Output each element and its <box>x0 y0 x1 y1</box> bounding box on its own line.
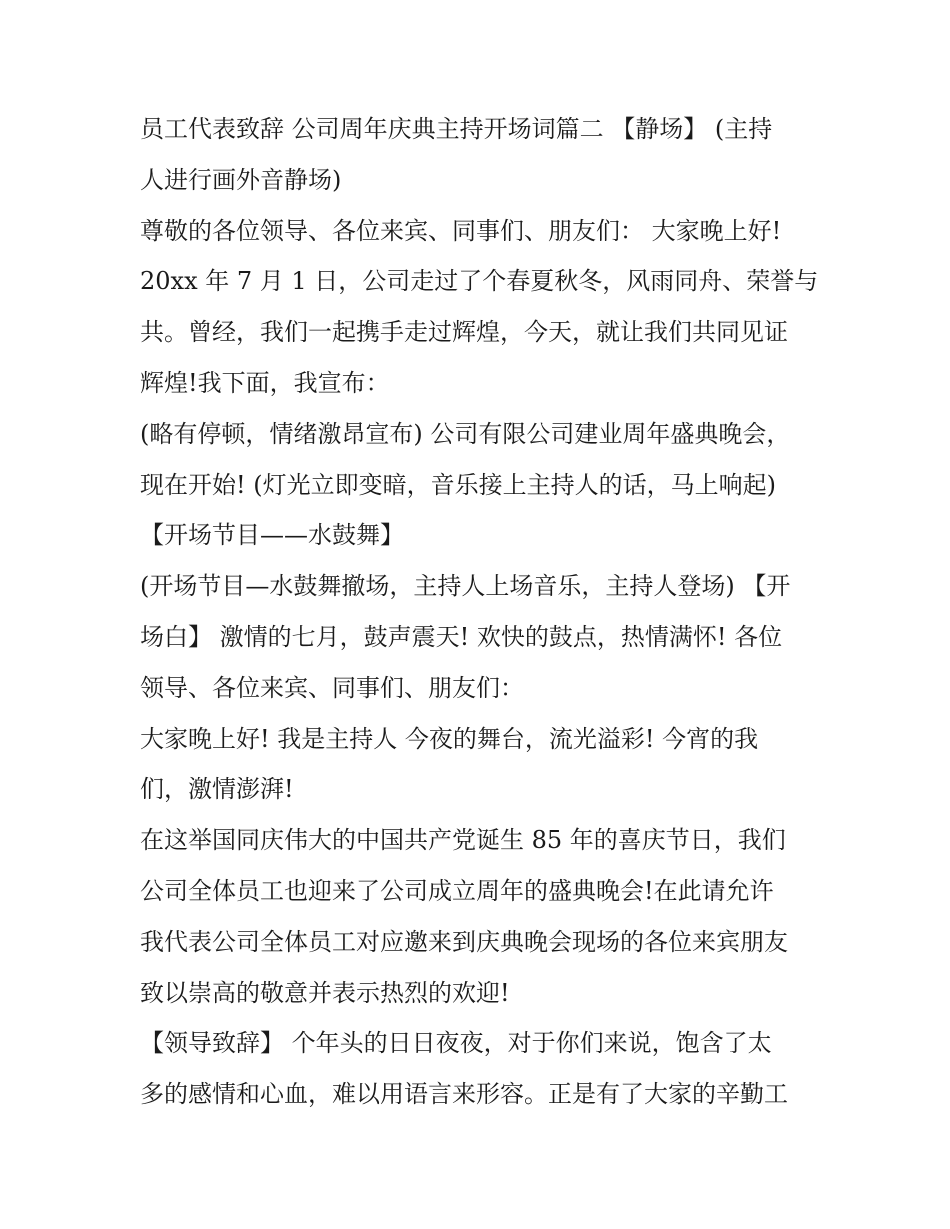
text-line-5: 共。曾经，我们一起携手走过辉煌，今天，就让我们共同见证 <box>140 318 788 347</box>
text-line-2: 人进行画外音静场) <box>140 165 342 194</box>
text-line-19: 【领导致辞】 个年头的日日夜夜，对于你们来说，饱含了太 <box>140 1029 772 1058</box>
text-line-3: 尊敬的各位领导、各位来宾、同事们、朋友们： 大家晚上好! <box>140 216 782 245</box>
text-line-16: 公司全体员工也迎来了公司成立周年的盛典晚会!在此请允许 <box>140 876 774 905</box>
text-line-17: 我代表公司全体员工对应邀来到庆典晚会现场的各位来宾朋友 <box>140 927 788 956</box>
document-body <box>140 104 830 1120</box>
text-line-8: 现在开始! (灯光立即变暗，音乐接上主持人的话，马上响起) <box>140 470 776 499</box>
text-line-15: 在这举国同庆伟大的中国共产党诞生 85 年的喜庆节日，我们 <box>140 826 786 855</box>
text-line-12: 领导、各位来宾、同事们、朋友们： <box>140 673 524 702</box>
text-line-10: (开场节目—水鼓舞撤场，主持人上场音乐，主持人登场) 【开 <box>140 572 791 601</box>
text-line-1: 员工代表致辞 公司周年庆典主持开场词篇二 【静场】 (主持 <box>140 115 773 143</box>
text-line-20: 多的感情和心血，难以用语言来形容。正是有了大家的辛勤工 <box>140 1080 788 1109</box>
text-line-13: 大家晚上好! 我是主持人 今夜的舞台，流光溢彩! 今宵的我 <box>140 724 759 753</box>
text-line-11: 场白】 激情的七月，鼓声震天! 欢快的鼓点，热情满怀! 各位 <box>140 622 783 651</box>
text-line-18: 致以崇高的敬意并表示热烈的欢迎! <box>140 978 510 1007</box>
text-line-6: 辉煌!我下面，我宣布： <box>140 368 390 397</box>
text-line-9: 【开场节目——水鼓舞】 <box>140 521 404 550</box>
text-line-4: 20xx 年 7 月 1 日，公司走过了个春夏秋冬，风雨同舟、荣誉与 <box>140 267 819 296</box>
text-line-7: (略有停顿，情绪激昂宣布) 公司有限公司建业周年盛典晚会， <box>140 419 791 448</box>
text-line-14: 们，激情澎湃! <box>140 775 294 804</box>
